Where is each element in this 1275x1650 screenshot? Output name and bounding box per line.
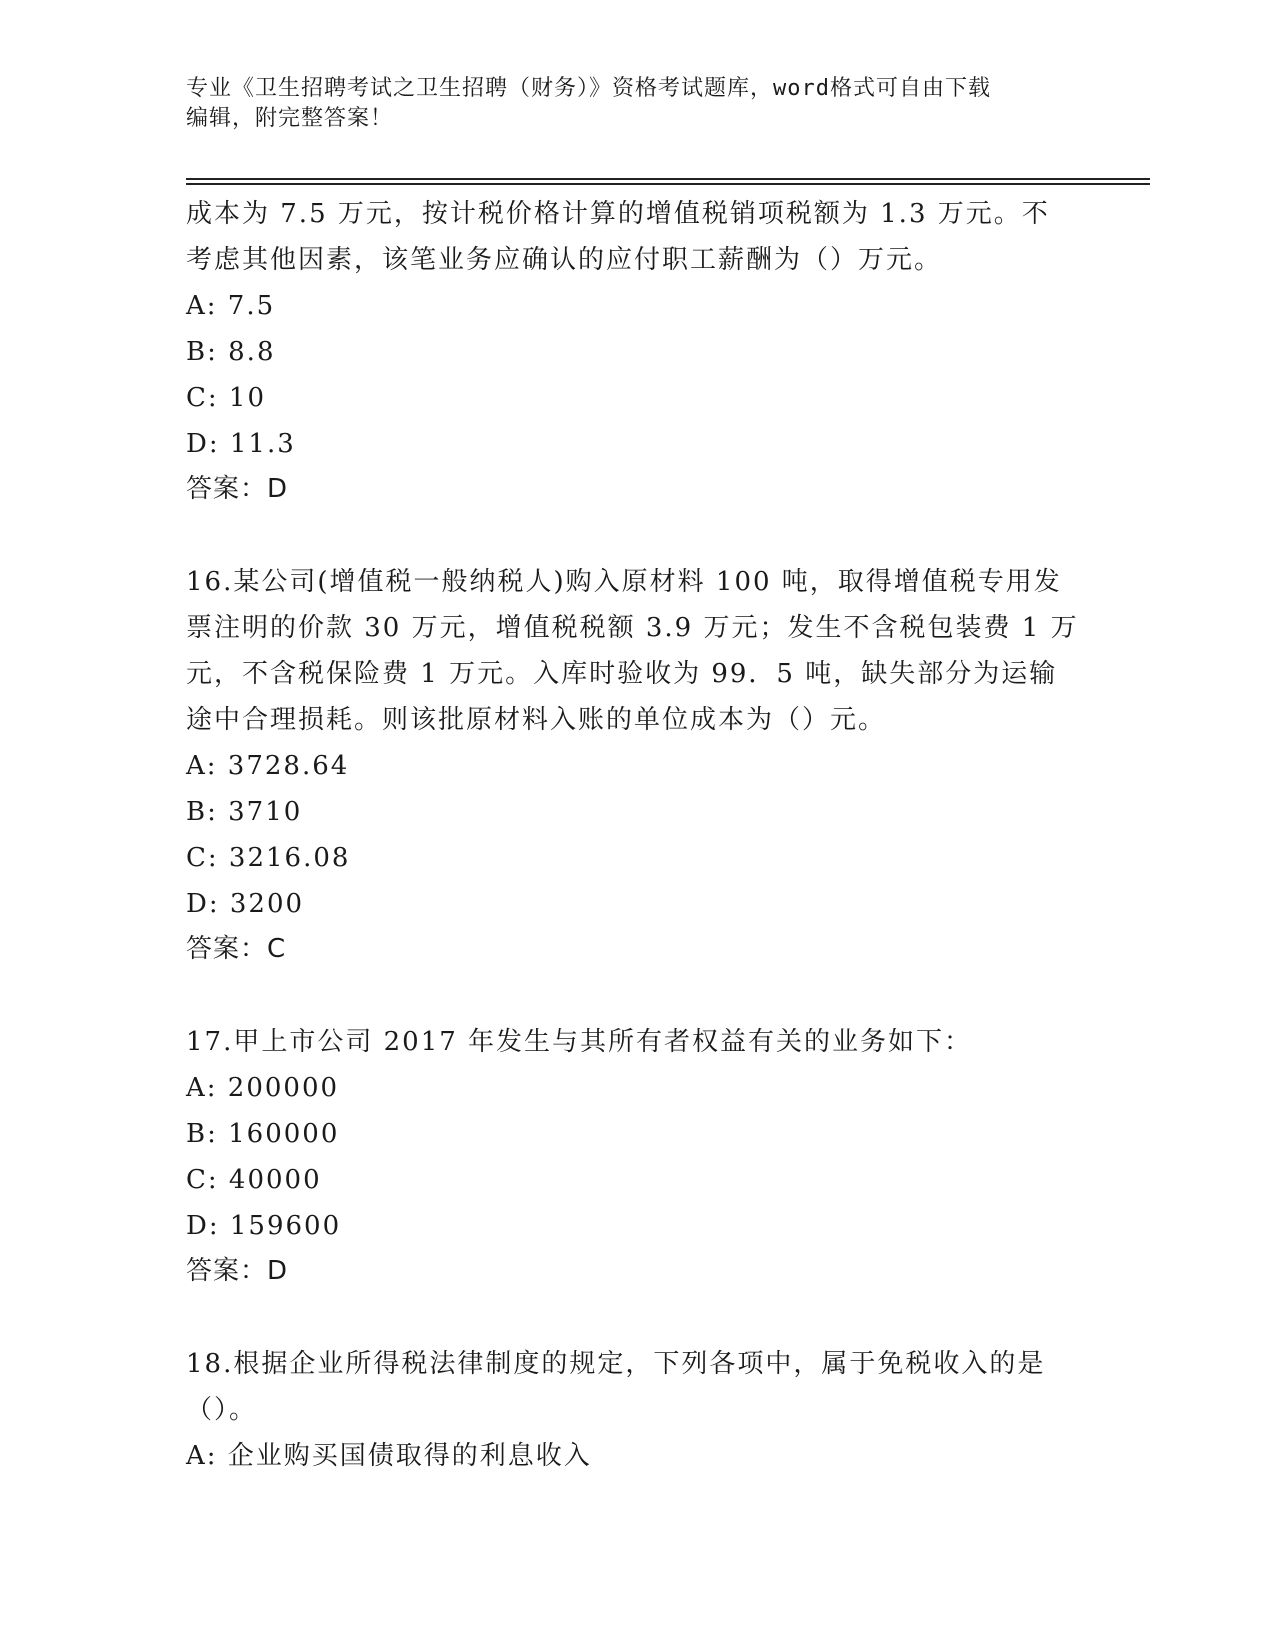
option-b: B: 3710 (186, 797, 303, 827)
question-text-line: 16.某公司(增值税一般纳税人)购入原材料 100 吨，取得增值税专用发 (186, 567, 1062, 597)
question-text-line: 元，不含税保险费 1 万元。入库时验收为 99．5 吨，缺失部分为运输 (186, 659, 1058, 689)
question-text-line: 票注明的价款 30 万元，增值税税额 3.9 万元；发生不含税包装费 1 万 (186, 613, 1079, 643)
option-a: A: 7.5 (186, 291, 276, 321)
option-b: B: 160000 (186, 1119, 340, 1149)
option-c: C: 40000 (186, 1165, 322, 1195)
header-line-2: 编辑，附完整答案！ (186, 106, 394, 131)
option-c: C: 3216.08 (186, 843, 351, 873)
option-c: C: 10 (186, 383, 267, 413)
question-text-line: 18.根据企业所得税法律制度的规定，下列各项中，属于免税收入的是 (186, 1349, 1046, 1379)
document-header (186, 74, 1066, 134)
question-list (186, 191, 1086, 1479)
answer: 答案：D (186, 1256, 289, 1286)
option-d: D: 159600 (186, 1211, 342, 1241)
question-16 (186, 559, 1086, 971)
question-18 (186, 1341, 1086, 1479)
option-b: B: 8.8 (186, 337, 276, 367)
question-text-line: （）。 (186, 1395, 258, 1425)
header-divider (186, 183, 1150, 185)
question-text-line: 考虑其他因素，该笔业务应确认的应付职工薪酬为（）万元。 (186, 245, 943, 275)
answer: 答案：D (186, 474, 289, 504)
question-text-line: 途中合理损耗。则该批原材料入账的单位成本为（）元。 (186, 705, 887, 735)
question-17 (186, 1019, 1086, 1293)
question-text-line: 成本为 7.5 万元，按计税价格计算的增值税销项税额为 1.3 万元。不 (186, 199, 1050, 229)
question-text-line: 17.甲上市公司 2017 年发生与其所有者权益有关的业务如下： (186, 1027, 973, 1057)
option-a: A: 3728.64 (186, 751, 350, 781)
header-line-1: 专业《卫生招聘考试之卫生招聘（财务）》资格考试题库，word格式可自由下载 (186, 76, 991, 101)
question-15 (186, 191, 1086, 511)
option-d: D: 3200 (186, 889, 305, 919)
option-a: A: 200000 (186, 1073, 340, 1103)
option-d: D: 11.3 (186, 429, 296, 459)
option-a: A: 企业购买国债取得的利息收入 (186, 1441, 592, 1471)
answer: 答案：C (186, 934, 287, 964)
header-divider (186, 178, 1150, 180)
